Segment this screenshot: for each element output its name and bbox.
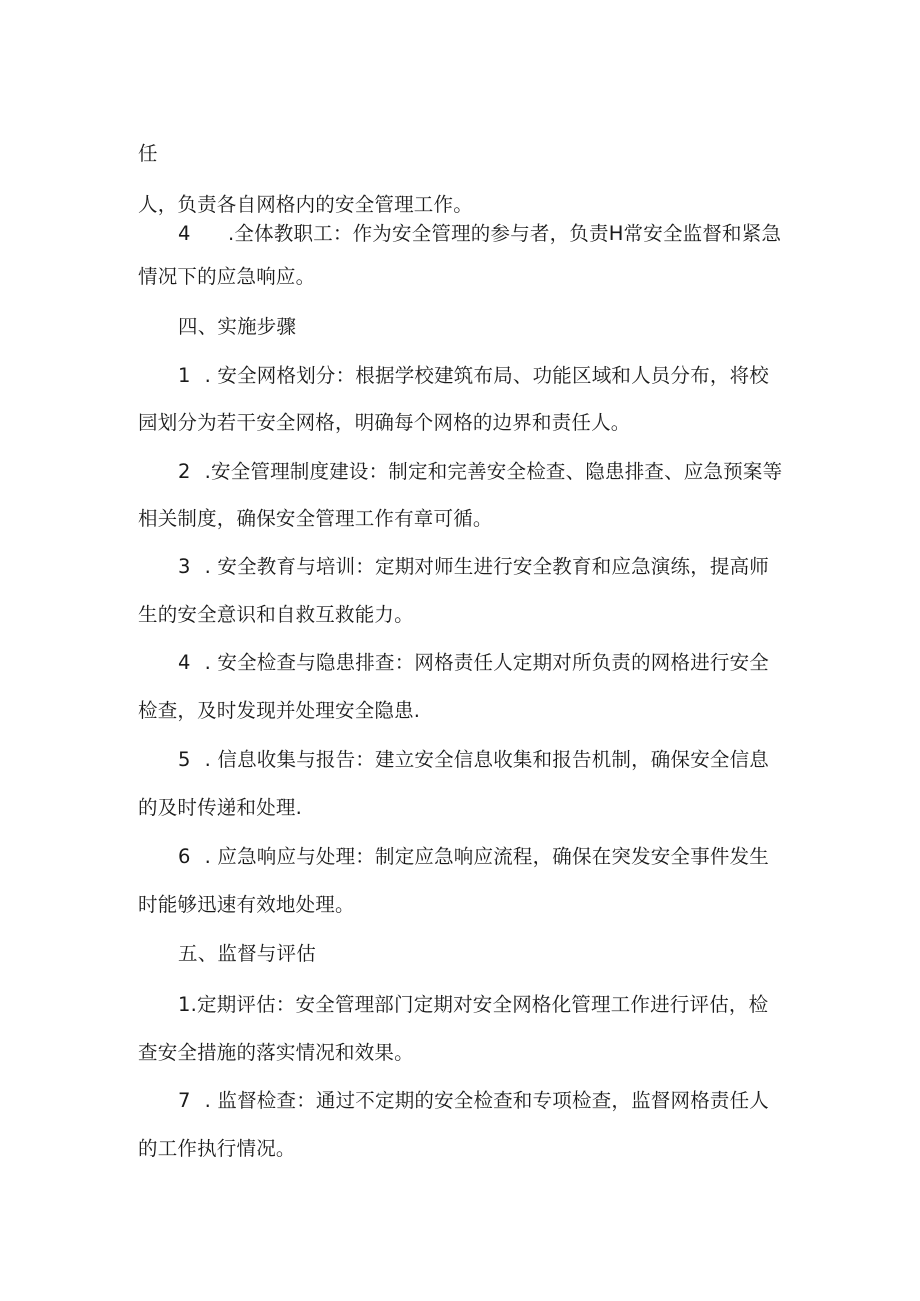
step-item-6-line-1 [178,845,769,869]
eval-item-1-line-1 [178,993,768,1017]
eval-item-1-number: 1 [178,993,191,1016]
step-item-3-text: . 安全教育与培训：定期对师生进行安全教育和应急演练，提高师 [204,555,770,578]
role-item-number: 4 [178,222,191,245]
eval-item-2-text: . 监督检查：通过不定期的安全检查和专项检查，监督网格责任人 [204,1089,770,1112]
step-item-6-text: . 应急响应与处理：制定应急响应流程，确保在突发安全事件发生 [204,845,770,868]
step-item-4-text: . 安全检查与隐患排查：网格责任人定期对所负责的网格进行安全 [204,651,770,674]
step-item-3-line-1 [178,555,769,579]
step-item-1-text: . 安全网格划分：根据学校建筑布局、功能区域和人员分布，将校 [204,364,770,387]
continuation-fragment: 任 [138,142,158,165]
step-item-2-text: .安全管理制度建设：制定和完善安全检查、隐患排查、应急预案等 [204,460,783,483]
role-item-text: .全体教职工：作为安全管理的参与者，负责H常安全监督和紧急 [228,222,782,245]
step-item-1-line-1 [178,364,769,388]
step-item-5-line-2: 的及时传递和处理. [138,796,302,819]
continuation-line: 人，负责各自网格内的安全管理工作。 [138,193,473,216]
eval-item-2-number: 7 [178,1089,191,1112]
step-item-4-line-2: 检查，及时发现并处理安全隐患. [138,699,421,722]
step-item-4-number: 4 [178,651,191,674]
step-item-2-line-2: 相关制度，确保安全管理工作有章可循。 [138,507,493,530]
eval-item-1-line-2: 查安全措施的落实情况和效果。 [138,1041,414,1064]
step-item-1-line-2: 园划分为若干安全网格，明确每个网格的边界和责任人。 [138,411,631,434]
section-heading-steps: 四、实施步骤 [178,315,297,338]
step-item-2-line-1 [178,460,782,484]
step-item-6-line-2: 时能够迅速有效地处理。 [138,893,355,916]
section-heading-evaluation: 五、监督与评估 [178,942,316,965]
step-item-3-line-2: 生的安全意识和自救互救能力。 [138,603,414,626]
step-item-5-text: . 信息收集与报告：建立安全信息收集和报告机制，确保安全信息 [204,748,770,771]
step-item-1-number: 1 [178,364,191,387]
step-item-6-number: 6 [178,845,191,868]
eval-item-2-line-2: 的工作执行情况。 [138,1137,296,1160]
step-item-4-line-1 [178,651,769,675]
role-item-line-1 [178,222,781,246]
role-item-line-2: 情况下的应急响应。 [138,265,316,288]
step-item-5-line-1 [178,748,769,772]
step-item-2-number: 2 [178,460,191,483]
step-item-3-number: 3 [178,555,191,578]
eval-item-2-line-1 [178,1089,769,1113]
step-item-5-number: 5 [178,748,191,771]
eval-item-1-text: .定期评估：安全管理部门定期对安全网格化管理工作进行评估，检 [190,993,769,1016]
